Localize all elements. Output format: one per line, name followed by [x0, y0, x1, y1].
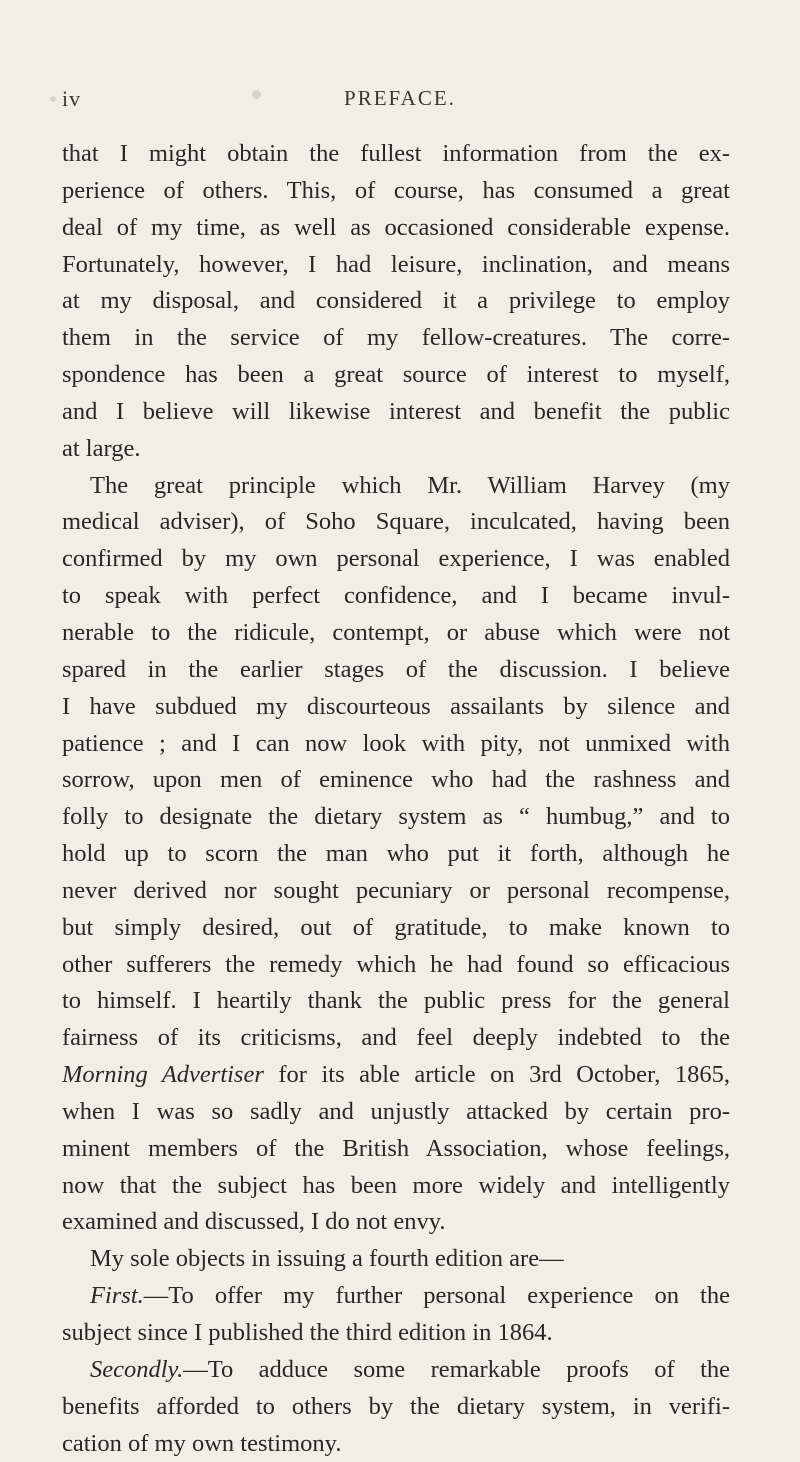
line-text: for its able article on 3rd October, 1865,: [263, 1061, 730, 1089]
body-text: [62, 136, 730, 1462]
text-line: when I was so sadly and unjustly attacked by certain pro-: [62, 1097, 730, 1125]
text-line: other sufferers the remedy which he had found so efficacious: [62, 950, 730, 978]
text-line: to speak with perfect confidence, and I became invul-: [62, 582, 730, 610]
text-line: examined and discussed, I do not envy.: [62, 1208, 446, 1236]
page-header: [0, 86, 800, 116]
text-line: to himself. I heartily thank the public press for the general: [62, 987, 730, 1015]
text-line: them in the service of my fellow-creatures. The corre-: [62, 324, 730, 352]
text-line: now that the subject has been more widely and intelligently: [62, 1171, 730, 1199]
text-line: deal of my time, as well as occasioned considerable expense.: [62, 213, 730, 241]
text-line: at large.: [62, 434, 141, 462]
text-line: spondence has been a great source of interest to myself,: [62, 361, 730, 389]
text-line: The great principle which Mr. William Harvey (my: [90, 471, 730, 499]
text-line: fairness of its criticisms, and feel deeply indebted to the: [62, 1024, 730, 1052]
text-line: hold up to scorn the man who put it forth, although he: [62, 840, 730, 868]
text-line: Fortunately, however, I had leisure, inclination, and means: [62, 250, 730, 278]
text-line: nerable to the ridicule, contempt, or abuse which were not: [62, 618, 730, 646]
running-head: PREFACE.: [344, 86, 456, 110]
text-line: but simply desired, out of gratitude, to make known to: [62, 913, 730, 941]
text-line: I have subdued my discourteous assailants by silence and: [62, 692, 730, 720]
text-line: [62, 1352, 730, 1389]
text-line: medical adviser), of Soho Square, inculcated, having been: [62, 508, 730, 536]
list-marker-secondly: Secondly.: [90, 1355, 184, 1383]
text-line: patience ; and I can now look with pity, not unmixed with: [62, 729, 730, 757]
text-line: cation of my own testimony.: [62, 1429, 342, 1457]
text-line: My sole objects in issuing a fourth edition are—: [90, 1245, 564, 1273]
text-line: folly to designate the dietary system as “ humbug,” and to: [62, 803, 730, 831]
newspaper-title: Morning Advertiser: [62, 1061, 264, 1089]
line-text: —To adduce some remarkable proofs of the: [183, 1355, 730, 1383]
line-text: —To offer my further personal experience on the: [143, 1282, 730, 1310]
text-line: spared in the earlier stages of the discussion. I believe: [62, 655, 730, 683]
text-line: and I believe will likewise interest and benefit the public: [62, 397, 730, 425]
text-line: never derived nor sought pecuniary or personal recompense,: [62, 876, 730, 904]
text-line: sorrow, upon men of eminence who had the rashness and: [62, 766, 730, 794]
text-line: confirmed by my own personal experience, I was enabled: [62, 545, 730, 573]
text-line: benefits afforded to others by the dietary system, in verifi-: [62, 1392, 730, 1420]
page-number: iv: [62, 86, 82, 111]
text-line: subject since I published the third edition in 1864.: [62, 1319, 553, 1346]
text-line: [62, 1057, 730, 1094]
text-line: at my disposal, and considered it a privilege to employ: [62, 287, 730, 315]
text-line: that I might obtain the fullest information from the ex-: [62, 140, 730, 167]
text-line: minent members of the British Association, whose feelings,: [62, 1134, 730, 1162]
list-marker-first: First.: [90, 1282, 144, 1310]
text-line: perience of others. This, of course, has consumed a great: [62, 176, 730, 204]
text-line: [62, 1278, 730, 1315]
